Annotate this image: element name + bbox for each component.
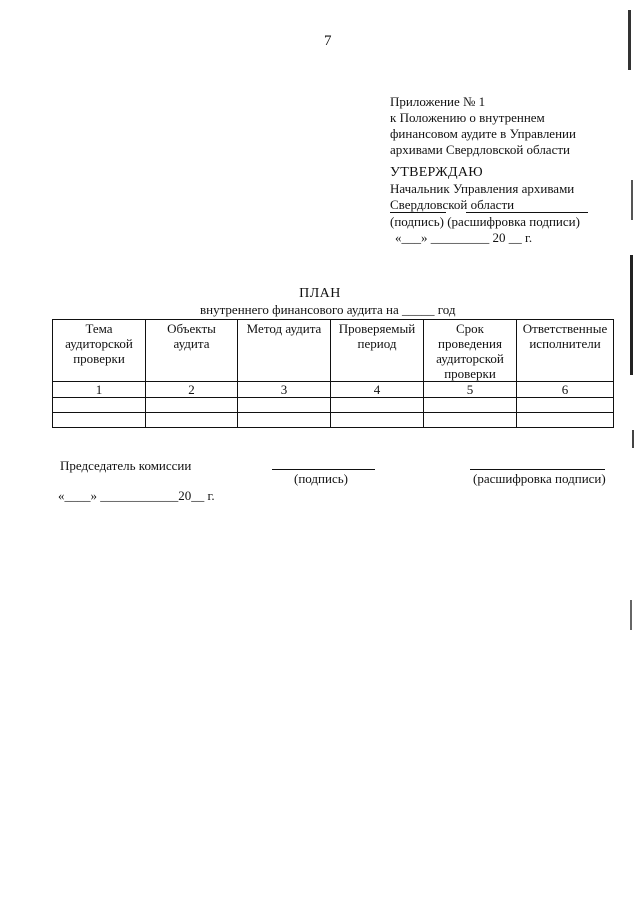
approval-block [390, 165, 574, 213]
header-topic: Тема аудиторской проверки [53, 320, 146, 382]
appendix-line-3: финансовом аудите в Управлении [390, 126, 576, 141]
page-number: 7 [324, 33, 332, 49]
approval-position-2: Свердловской области [390, 197, 515, 212]
table-cell[interactable] [331, 398, 424, 413]
table-cell[interactable] [53, 413, 146, 428]
table-cell[interactable] [53, 398, 146, 413]
table-cell[interactable] [238, 398, 331, 413]
header-period: Проверяемый период [331, 320, 424, 382]
approval-signature-caption: (подпись) (расшифровка подписи) [390, 214, 580, 229]
appendix-header [390, 94, 576, 158]
column-number: 1 [53, 382, 146, 398]
table-row [53, 398, 614, 413]
header-term: Срок проведения аудиторской проверки [424, 320, 517, 382]
column-number: 3 [238, 382, 331, 398]
appendix-line-1: Приложение № 1 [390, 94, 486, 109]
chairman-signature-caption: (подпись) [294, 471, 348, 486]
table-cell[interactable] [424, 413, 517, 428]
table-cell[interactable] [517, 413, 614, 428]
scan-edge-mark [630, 600, 632, 630]
chairman-decoding-caption: (расшифровка подписи) [473, 471, 606, 486]
column-number: 2 [146, 382, 238, 398]
scan-edge-mark [631, 180, 633, 220]
table-row [53, 413, 614, 428]
audit-plan-table [52, 319, 614, 428]
plan-title: ПЛАН [299, 286, 341, 301]
chairman-date: «____» ____________20__ г. [58, 488, 215, 503]
table-cell[interactable] [517, 398, 614, 413]
approval-date: «___» _________ 20 __ г. [395, 230, 533, 245]
header-method: Метод аудита [238, 320, 331, 382]
header-objects: Объекты аудита [146, 320, 238, 382]
chairman-signature-line [272, 469, 375, 470]
table-cell[interactable] [331, 413, 424, 428]
column-number: 4 [331, 382, 424, 398]
column-number: 6 [517, 382, 614, 398]
table-number-row [53, 382, 614, 398]
scan-edge-mark [630, 255, 633, 375]
plan-subtitle: внутреннего финансового аудита на _____ год [200, 302, 456, 317]
table-cell[interactable] [424, 398, 517, 413]
header-responsible: Ответственные исполнители [517, 320, 614, 382]
approval-position-1: Начальник Управления архивами [390, 181, 575, 196]
table-cell[interactable] [238, 413, 331, 428]
approval-title: УТВЕРЖДАЮ [390, 165, 483, 180]
scan-edge-mark [628, 10, 631, 70]
scan-edge-mark [632, 430, 634, 448]
appendix-line-2: к Положению о внутреннем [390, 110, 545, 125]
approval-signature-line [390, 212, 446, 213]
chairman-decoding-line [470, 469, 605, 470]
appendix-line-4: архивами Свердловской области [390, 142, 570, 157]
approval-decoding-line [466, 212, 588, 213]
table-header-row [53, 320, 614, 382]
chairman-label: Председатель комиссии [60, 458, 192, 473]
table-cell[interactable] [146, 398, 238, 413]
column-number: 5 [424, 382, 517, 398]
table-cell[interactable] [146, 413, 238, 428]
